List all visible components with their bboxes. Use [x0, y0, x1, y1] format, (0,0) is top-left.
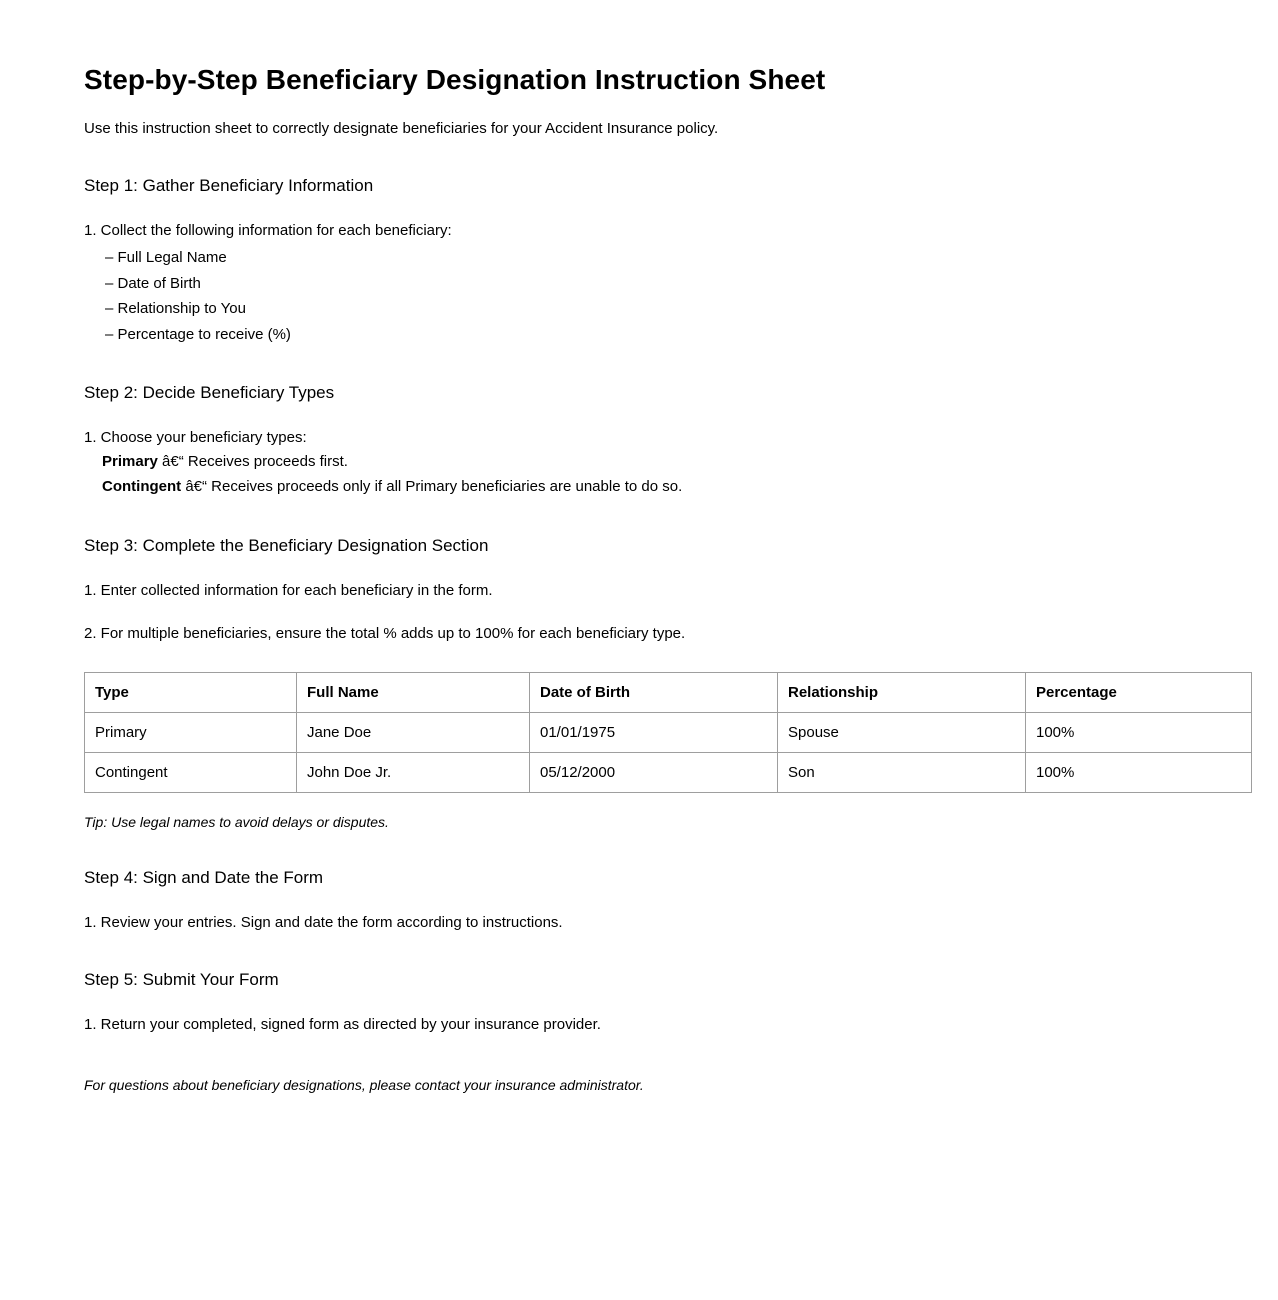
- step-3-heading: Step 3: Complete the Beneficiary Designation Section: [84, 535, 489, 555]
- cell-full-name: John Doe Jr.: [297, 753, 530, 793]
- list-item: – Percentage to receive (%): [105, 325, 291, 343]
- list-item: – Full Legal Name: [105, 249, 227, 267]
- contingent-description: â€“ Receives proceeds only if all Primary beneficiaries are unable to do so.: [181, 478, 683, 496]
- step-5-heading: Step 5: Submit Your Form: [84, 969, 279, 989]
- table-header: [85, 673, 1252, 713]
- cell-type: Primary: [85, 713, 297, 753]
- step-1-item-1: 1. Collect the following information for each beneficiary:: [84, 221, 452, 239]
- primary-description: â€“ Receives proceeds first.: [157, 452, 348, 470]
- intro-paragraph: Use this instruction sheet to correctly designate beneficiaries for your Accident Insurance policy.: [84, 120, 719, 137]
- step-1-heading: Step 1: Gather Beneficiary Information: [84, 175, 374, 195]
- contingent-label: Contingent: [102, 478, 182, 496]
- cell-full-name: Jane Doe: [297, 713, 530, 753]
- beneficiary-table: [84, 672, 1252, 793]
- step-5-item-1: 1. Return your completed, signed form as directed by your insurance provider.: [84, 1015, 601, 1033]
- column-header-relationship: Relationship: [778, 673, 1026, 713]
- cell-relationship: Son: [778, 753, 1026, 793]
- step-4-item-1: 1. Review your entries. Sign and date the form according to instructions.: [84, 914, 563, 932]
- cell-type: Contingent: [85, 753, 297, 793]
- step-3-item-1: 1. Enter collected information for each beneficiary in the form.: [84, 581, 493, 599]
- table-row: [85, 753, 1252, 793]
- step-1-bullet-list: [84, 245, 1278, 347]
- primary-label: Primary: [102, 452, 158, 470]
- column-header-date-of-birth: Date of Birth: [530, 673, 778, 713]
- column-header-type: Type: [85, 673, 297, 713]
- list-item: – Relationship to You: [105, 300, 246, 318]
- step-4-heading: Step 4: Sign and Date the Form: [84, 868, 324, 888]
- list-item: – Date of Birth: [105, 274, 201, 292]
- beneficiary-type-primary: [84, 449, 1278, 475]
- table-row: [85, 713, 1252, 753]
- cell-percentage: 100%: [1026, 753, 1252, 793]
- column-header-percentage: Percentage: [1026, 673, 1252, 713]
- step-2-item-1: 1. Choose your beneficiary types:: [84, 429, 307, 447]
- column-header-full-name: Full Name: [297, 673, 530, 713]
- table-header-row: [85, 673, 1252, 713]
- cell-percentage: 100%: [1026, 713, 1252, 753]
- beneficiary-type-contingent: [84, 474, 1278, 500]
- closing-note: For questions about beneficiary designations, please contact your insurance administrator.: [84, 1076, 644, 1093]
- cell-relationship: Spouse: [778, 713, 1026, 753]
- tip-note: Tip: Use legal names to avoid delays or disputes.: [84, 814, 389, 831]
- cell-date-of-birth: 01/01/1975: [530, 713, 778, 753]
- step-2-heading: Step 2: Decide Beneficiary Types: [84, 383, 335, 403]
- page-title: Step-by-Step Beneficiary Designation Instruction Sheet: [84, 64, 826, 95]
- table-body: [85, 713, 1252, 793]
- cell-date-of-birth: 05/12/2000: [530, 753, 778, 793]
- step-3-item-2: 2. For multiple beneficiaries, ensure the total % adds up to 100% for each beneficiary type.: [84, 625, 686, 643]
